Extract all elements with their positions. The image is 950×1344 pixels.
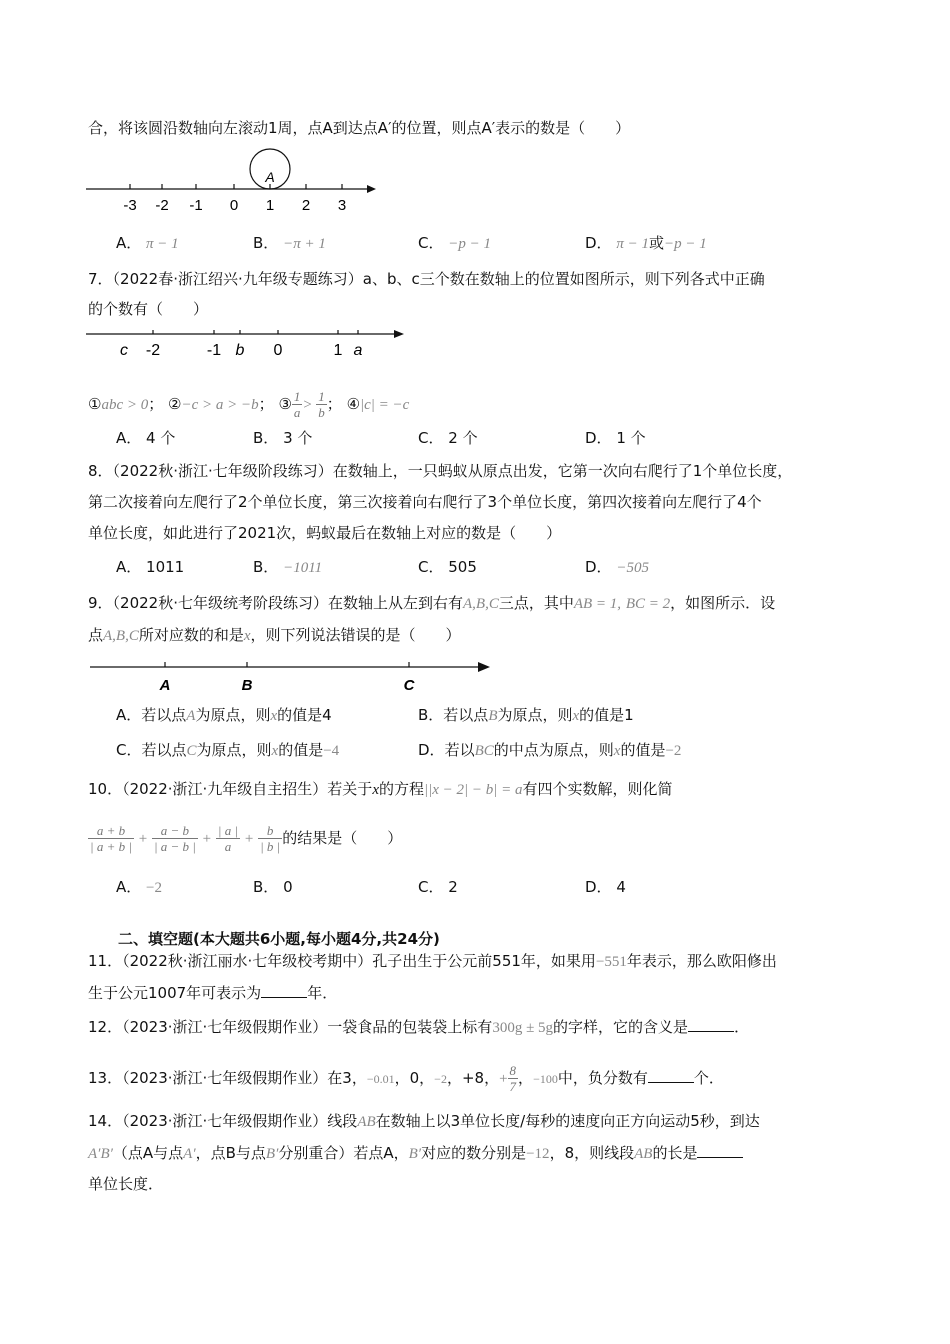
q7-option-c[interactable]: C． 2 个 (418, 429, 478, 447)
axis-label: a (353, 342, 363, 359)
axis-label: -2 (155, 197, 169, 214)
axis-label: 0 (273, 342, 283, 359)
q6-circle-label: A (265, 169, 275, 185)
q6-option-a[interactable]: A． π − 1 (116, 234, 179, 252)
q6-option-b[interactable]: B． −π + 1 (253, 234, 326, 252)
q10-option-a[interactable]: A． −2 (116, 878, 163, 896)
q8-option-c[interactable]: C． 505 (418, 558, 477, 576)
axis-label: B (241, 677, 253, 694)
q7-stem-line1: 7．（2022春·浙江绍兴·九年级专题练习）a、b、c三个数在数轴上的位置如图所示，则下列各式中正确 (88, 270, 765, 288)
axis-label: b (235, 342, 245, 359)
axis-label: -3 (123, 197, 137, 214)
axis-label: 1 (265, 197, 275, 214)
q7-option-b[interactable]: B． 3 个 (253, 429, 313, 447)
q7-option-a[interactable]: A． 4 个 (116, 429, 176, 447)
q13-line: 13．（2023·浙江·七年级假期作业）在3，−0.01，0，−2，+8，+ $\frac{8}{7}$ ，−100中，负分数有 个． (88, 1063, 724, 1094)
q14-line2: A′B′（点A与点A′，点B与点B′分别重合）若点A，B′对应的数分别是−12，8，则线段AB的长是 (88, 1143, 743, 1164)
axis-label: C (403, 677, 415, 694)
q10-option-d[interactable]: D． 4 (585, 878, 626, 896)
q6-option-d[interactable]: D． π − 1或−p − 1 (585, 234, 707, 252)
q9-line2: 点A,B,C所对应数的和是x，则下列说法错误的是（ ） (88, 626, 461, 644)
q8-line1: 8．（2022秋·浙江·七年级阶段练习）在数轴上，一只蚂蚁从原点出发，它第一次向右爬行了1个单位长度， (88, 462, 793, 480)
q11-line2: 生于公元1007年可表示为 年． (88, 984, 338, 1002)
q14-line1: 14．（2023·浙江·七年级假期作业）线段AB在数轴上以3单位长度/每秒的速度向正方向运动5秒，到达 (88, 1112, 760, 1130)
axis-label: 2 (301, 197, 311, 214)
q10-option-b[interactable]: B． 0 (253, 878, 293, 896)
q9-option-d[interactable]: D．若以BC的中点为原点，则x的值是−2 (418, 741, 682, 759)
q6-option-c[interactable]: C． −p − 1 (418, 234, 492, 252)
q8-line3: 单位长度，如此进行了2021次，蚂蚁最后在数轴上对应的数是（ ） (88, 524, 562, 542)
axis-label: -1 (189, 197, 203, 214)
q11-blank[interactable] (261, 983, 307, 998)
q6-stem: 合，将该圆沿数轴向左滚动1周，点A到达点A′的位置，则点A′表示的数是（ ） (88, 119, 631, 137)
axis-label: -1 (206, 342, 222, 359)
q12-blank[interactable] (688, 1017, 734, 1032)
q9-option-c[interactable]: C．若以点C为原点，则x的值是−4 (116, 741, 340, 759)
axis-label: -2 (145, 342, 161, 359)
section-heading-fill-in: 二、填空题(本大题共6小题,每小题4分,共24分) (118, 930, 440, 948)
q9-line1: 9．（2022秋·七年级统考阶段练习）在数轴上从左到右有A,B,C三点，其中AB = 1, BC = 2，如图所示．设 (88, 594, 776, 612)
q9-option-b[interactable]: B．若以点B为原点，则x的值是1 (418, 706, 634, 724)
q11-line1: 11．（2022秋·浙江丽水·七年级校考期中）孔子出生于公元前551年，如果用−551年表示，那么欧阳修出 (88, 952, 777, 970)
q14-line3: 单位长度． (88, 1175, 164, 1193)
axis-label: 0 (229, 197, 239, 214)
axis-label: 1 (333, 342, 343, 359)
q10-option-c[interactable]: C． 2 (418, 878, 458, 896)
axis-label: A (159, 677, 171, 694)
q8-option-b[interactable]: B． −1011 (253, 558, 323, 576)
axis-label: 3 (337, 197, 347, 214)
q7-stem-line2: 的个数有（ ） (88, 300, 209, 318)
q10-expression: $\frac{a + b}{| a + b |}$ + $\frac{a - b}{| a - b |}$ + $\frac{| a |}{a}$ + $\frac{b}{| b |}$ 的结果是（ ） (90, 823, 403, 854)
q13-blank[interactable] (648, 1068, 694, 1083)
q8-option-a[interactable]: A． 1011 (116, 558, 185, 576)
q10-line1: 10．（2022·浙江·九年级自主招生）若关于x的方程||x − 2| − b| = a有四个实数解，则化简 (88, 780, 673, 798)
q12-line: 12．（2023·浙江·七年级假期作业）一袋食品的包装袋上标有300g ± 5g的字样，它的含义是 ． (88, 1018, 750, 1036)
q7-statements: ①abc > 0； ②−c > a > −b； ③ $\frac{1}{a}$ > $\frac{1}{b}$ ； ④|c| = −c (88, 389, 410, 420)
q14-blank[interactable] (697, 1143, 743, 1158)
q8-option-d[interactable]: D． −505 (585, 558, 649, 576)
axis-label: c (120, 342, 128, 359)
q6-number-line (84, 140, 384, 215)
q7-option-d[interactable]: D． 1 个 (585, 429, 646, 447)
q9-number-line (88, 656, 498, 696)
q8-line2: 第二次接着向左爬行了2个单位长度，第三次接着向右爬行了3个单位长度，第四次接着向左爬行了4个 (88, 493, 762, 511)
q7-number-line (84, 322, 414, 364)
q9-option-a[interactable]: A．若以点A为原点，则x的值是4 (116, 706, 332, 724)
